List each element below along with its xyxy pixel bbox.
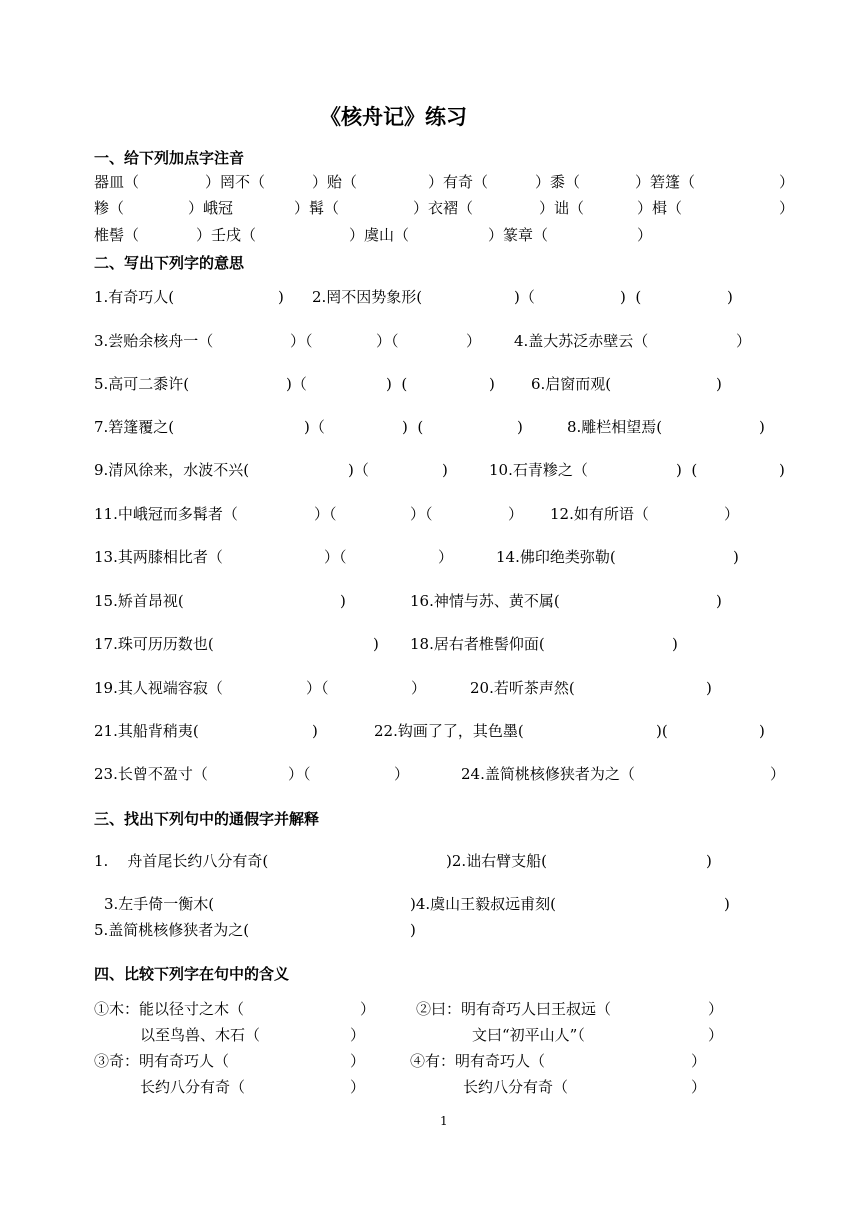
s2-r2-c: ）（ bbox=[376, 332, 399, 350]
s4-line-4b-close: ） bbox=[691, 1078, 707, 1096]
s2-r5-a: 9.清风徐来，水波不兴( bbox=[94, 461, 250, 479]
s2-r6-f: ） bbox=[724, 505, 740, 523]
s2-r1-e: ) ( bbox=[620, 288, 642, 306]
s2-r3-d: ) bbox=[489, 375, 495, 393]
s2-r5-d: 10.石青糁之（ bbox=[489, 461, 588, 479]
s2-r6-a: 11.中峨冠而多髯者（ bbox=[94, 505, 238, 523]
s3-item-4-close: ) bbox=[724, 895, 730, 913]
s1-r1-c5: ）箬篷（ bbox=[635, 173, 696, 191]
s1-r2-c3: ）衣褶（ bbox=[413, 199, 474, 217]
s2-r11-e: ) bbox=[759, 722, 765, 740]
s3-item-4: )4.虞山王毅叔远甫刻( bbox=[410, 895, 557, 913]
s2-r12-a: 23.长曾不盈寸（ bbox=[94, 765, 208, 783]
s2-r10-d: 20.若听茶声然( bbox=[470, 679, 575, 697]
s2-r4-c: ) ( bbox=[402, 418, 424, 436]
s4-line-4b: 长约八分有奇（ bbox=[463, 1078, 569, 1096]
s2-r7-a: 13.其两膝相比者（ bbox=[94, 548, 223, 566]
s4-line-2b-close: ） bbox=[708, 1026, 724, 1044]
s2-r1-c: 2.罔不因势象形( bbox=[312, 288, 423, 306]
s3-item-2-close: ) bbox=[706, 852, 712, 870]
s1-r2-c6: ） bbox=[779, 199, 795, 217]
s2-r7-c: ） bbox=[438, 548, 454, 566]
s2-r12-c: ） bbox=[394, 765, 410, 783]
s2-r5-f: ) bbox=[779, 461, 785, 479]
s2-r6-d: ） bbox=[508, 505, 524, 523]
s1-r1-c0: 器皿（ bbox=[94, 173, 140, 191]
page-number: 1 bbox=[440, 1114, 448, 1128]
s2-r10-a: 19.其人视端容寂（ bbox=[94, 679, 223, 697]
s4-line-3b-close: ） bbox=[691, 1052, 707, 1070]
s2-r1-a: 1.有奇巧人( bbox=[94, 288, 175, 306]
s2-r5-e: ) ( bbox=[676, 461, 698, 479]
s2-r10-e: ) bbox=[706, 679, 712, 697]
s2-r2-f: ） bbox=[736, 332, 752, 350]
s1-r2-c1: ）峨冠 bbox=[188, 199, 234, 217]
s1-r2-c2: ）髯（ bbox=[294, 199, 340, 217]
s2-r2-d: ） bbox=[466, 332, 482, 350]
section-1-heading: 一、给下列加点字注音 bbox=[94, 149, 245, 167]
s2-r6-e: 12.如有所语（ bbox=[550, 505, 649, 523]
s1-r3-c4: ） bbox=[637, 226, 653, 244]
s1-r1-c4: ）黍（ bbox=[535, 173, 581, 191]
s4-line-1b: ②曰：明有奇巧人曰王叔远（ bbox=[416, 1000, 612, 1018]
section-4-heading: 四、比较下列字在句中的含义 bbox=[94, 965, 290, 983]
s1-r2-c5: ）楫（ bbox=[637, 199, 683, 217]
s2-r6-b: ）（ bbox=[314, 505, 337, 523]
s3-item-3: 3.左手倚一衡木( bbox=[104, 895, 215, 913]
s2-r4-f: ) bbox=[759, 418, 765, 436]
s1-r1-c6: ） bbox=[779, 173, 795, 191]
s2-r1-f: ) bbox=[727, 288, 733, 306]
s4-line-4a-close: ） bbox=[350, 1078, 366, 1096]
s2-r12-d: 24.盖简桃核修狭者为之（ bbox=[461, 765, 635, 783]
s4-line-2b: 文曰“初平山人”（ bbox=[472, 1026, 585, 1044]
s1-r3-c3: ）篆章（ bbox=[488, 226, 549, 244]
s2-r1-b: ) bbox=[278, 288, 284, 306]
s2-r8-a: 15.矫首昂视( bbox=[94, 592, 184, 610]
s2-r7-b: ）（ bbox=[324, 548, 347, 566]
s1-r3-c1: ）壬戌（ bbox=[196, 226, 257, 244]
s2-r3-e: 6.启窗而观( bbox=[531, 375, 612, 393]
s2-r6-c: ）（ bbox=[410, 505, 433, 523]
s1-r3-c2: ）虞山（ bbox=[349, 226, 410, 244]
s4-line-1b-close: ） bbox=[708, 1000, 724, 1018]
s2-r3-c: ) ( bbox=[386, 375, 408, 393]
s4-line-2a: 以至鸟兽、木石（ bbox=[140, 1026, 261, 1044]
s1-r2-c4: ）诎（ bbox=[539, 199, 585, 217]
s2-r8-b: ) bbox=[340, 592, 346, 610]
s1-r2-c0: 糁（ bbox=[94, 199, 125, 217]
s4-line-1a: ①木：能以径寸之木（ bbox=[94, 1000, 245, 1018]
s2-r5-b: )（ bbox=[348, 461, 369, 479]
s2-r4-e: 8.雕栏相望焉( bbox=[567, 418, 663, 436]
s1-r3-c0: 椎髻（ bbox=[94, 226, 140, 244]
s2-r10-b: ）（ bbox=[306, 679, 329, 697]
section-2-heading: 二、写出下列字的意思 bbox=[94, 254, 245, 272]
s1-r1-c1: ）罔不（ bbox=[205, 173, 266, 191]
s3-item-5-close: ) bbox=[410, 921, 416, 939]
s3-item-1: 1. 舟首尾长约八分有奇( bbox=[94, 852, 269, 870]
s3-item-2: )2.诎右臂支船( bbox=[446, 852, 548, 870]
s2-r3-b: )（ bbox=[286, 375, 307, 393]
s2-r11-a: 21.其船背稍夷( bbox=[94, 722, 199, 740]
s2-r9-a: 17.珠可历历数也( bbox=[94, 635, 214, 653]
s2-r5-c: ) bbox=[442, 461, 448, 479]
s2-r8-d: ) bbox=[716, 592, 722, 610]
s2-r4-b: )（ bbox=[304, 418, 325, 436]
s1-r1-c3: ）有奇（ bbox=[428, 173, 489, 191]
s4-line-3b: ④有：明有奇巧人（ bbox=[410, 1052, 546, 1070]
s2-r12-e: ） bbox=[770, 765, 786, 783]
s2-r9-b: ) bbox=[373, 635, 379, 653]
s3-item-5: 5.盖简桃核修狭者为之( bbox=[94, 921, 250, 939]
s2-r12-b: ）（ bbox=[288, 765, 311, 783]
s2-r2-a: 3.尝贻余核舟一（ bbox=[94, 332, 214, 350]
s2-r4-a: 7.箬篷覆之( bbox=[94, 418, 175, 436]
s2-r2-e: 4.盖大苏泛赤壁云（ bbox=[514, 332, 649, 350]
s2-r3-a: 5.高可二黍许( bbox=[94, 375, 190, 393]
s2-r10-c: ） bbox=[411, 679, 427, 697]
s1-r1-c2: ）贻（ bbox=[312, 173, 358, 191]
s2-r11-b: ) bbox=[312, 722, 318, 740]
s4-line-2a-close: ） bbox=[350, 1026, 366, 1044]
page-title: 《核舟记》练习 bbox=[320, 105, 467, 129]
s2-r11-c: 22.钩画了了，其色墨( bbox=[374, 722, 524, 740]
s2-r2-b: ）（ bbox=[290, 332, 313, 350]
s2-r8-c: 16.神情与苏、黄不属( bbox=[410, 592, 560, 610]
s4-line-1a-close: ） bbox=[360, 1000, 376, 1018]
s2-r7-d: 14.佛印绝类弥勒( bbox=[496, 548, 616, 566]
s4-line-3a: ③奇：明有奇巧人（ bbox=[94, 1052, 230, 1070]
s4-line-4a: 长约八分有奇（ bbox=[140, 1078, 246, 1096]
s2-r7-e: ) bbox=[733, 548, 739, 566]
s2-r1-d: )（ bbox=[514, 288, 535, 306]
s2-r3-f: ) bbox=[716, 375, 722, 393]
s2-r9-d: ) bbox=[672, 635, 678, 653]
s2-r4-d: ) bbox=[517, 418, 523, 436]
section-3-heading: 三、找出下列句中的通假字并解释 bbox=[94, 810, 320, 828]
s2-r9-c: 18.居右者椎髻仰面( bbox=[410, 635, 545, 653]
s2-r11-d: )( bbox=[656, 722, 668, 740]
s4-line-3a-close: ） bbox=[350, 1052, 366, 1070]
